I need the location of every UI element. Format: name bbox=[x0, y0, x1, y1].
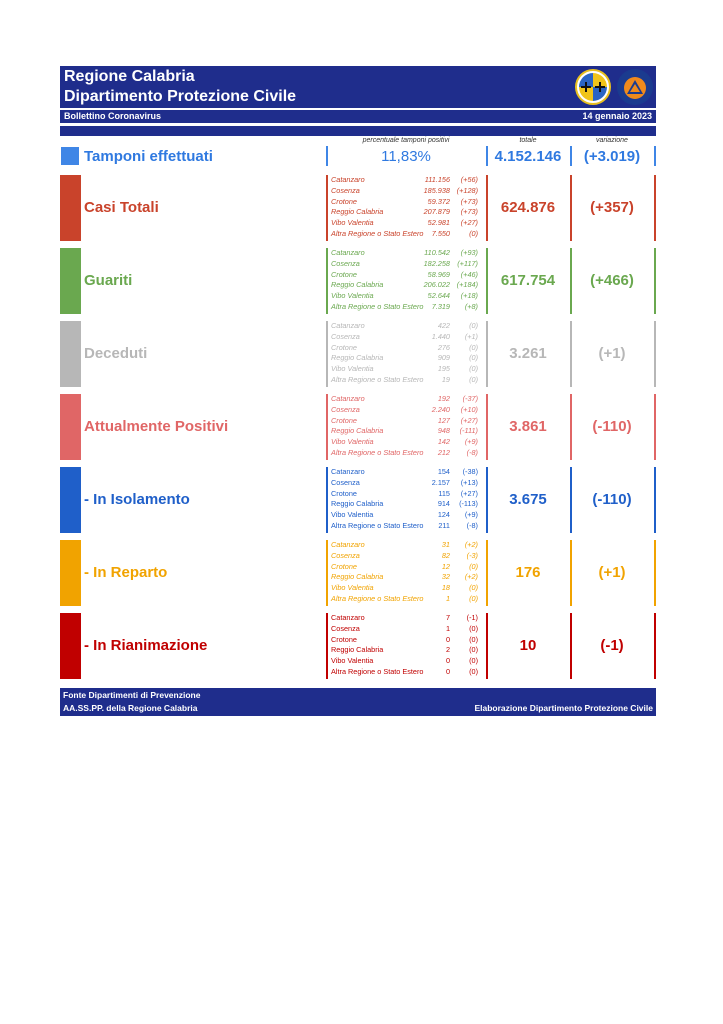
province-delta: (0) bbox=[469, 228, 478, 238]
province-delta: (+56) bbox=[460, 175, 478, 184]
province-name: Vibo Valentia bbox=[331, 218, 374, 228]
province-value: 1 bbox=[445, 593, 450, 603]
section-variation: (-110) bbox=[592, 491, 632, 508]
province-delta: (0) bbox=[469, 364, 478, 374]
province-breakdown bbox=[328, 540, 480, 605]
column-divider bbox=[654, 540, 656, 606]
province-row bbox=[328, 343, 480, 354]
province-row bbox=[328, 562, 480, 573]
province-name: Cosenza bbox=[331, 623, 360, 633]
province-name: Catanzaro bbox=[331, 321, 365, 330]
province-row bbox=[328, 489, 480, 500]
province-value: 7.319 bbox=[431, 301, 450, 311]
province-value: 276 bbox=[437, 342, 450, 352]
province-name: Altra Regione o Stato Estero bbox=[331, 666, 424, 676]
province-value: 948 bbox=[437, 426, 450, 436]
province-value: 154 bbox=[437, 467, 450, 476]
province-name: Vibo Valentia bbox=[331, 510, 374, 520]
province-name: Reggio Calabria bbox=[331, 280, 384, 290]
section-label: - In Rianimazione bbox=[84, 637, 208, 654]
province-value: 18 bbox=[441, 583, 450, 593]
variation-column-header: variazione bbox=[596, 137, 628, 144]
province-row bbox=[328, 572, 480, 583]
province-row bbox=[328, 551, 480, 562]
province-name: Cosenza bbox=[331, 477, 360, 487]
province-delta: (+184) bbox=[456, 280, 478, 290]
province-value: 2 bbox=[445, 645, 450, 655]
section-row bbox=[60, 175, 656, 241]
column-divider bbox=[654, 613, 656, 679]
province-value: 32 bbox=[441, 572, 450, 582]
province-delta: (0) bbox=[469, 634, 478, 644]
province-row bbox=[328, 353, 480, 364]
section-variation: (+1) bbox=[598, 345, 626, 362]
province-name: Cosenza bbox=[331, 258, 360, 268]
province-name: Reggio Calabria bbox=[331, 645, 384, 655]
province-row bbox=[328, 207, 480, 218]
province-delta: (0) bbox=[469, 645, 478, 655]
province-row bbox=[328, 280, 480, 291]
province-value: 142 bbox=[437, 437, 450, 447]
province-delta: (+10) bbox=[460, 404, 478, 414]
province-delta: (+73) bbox=[460, 196, 478, 206]
province-row bbox=[328, 416, 480, 427]
section-variation: (+1) bbox=[598, 564, 626, 581]
province-row bbox=[328, 197, 480, 208]
province-delta: (+13) bbox=[460, 477, 478, 487]
province-value: 58.969 bbox=[427, 269, 450, 279]
province-value: 422 bbox=[437, 321, 450, 330]
section-color-box bbox=[60, 321, 81, 387]
province-value: 2.157 bbox=[431, 477, 450, 487]
province-breakdown bbox=[328, 467, 480, 532]
province-name: Catanzaro bbox=[331, 248, 365, 257]
province-row bbox=[328, 175, 480, 186]
province-value: 115 bbox=[438, 488, 450, 498]
province-row bbox=[328, 218, 480, 229]
province-value: 914 bbox=[437, 499, 450, 509]
province-breakdown bbox=[328, 321, 480, 386]
section-total: 617.754 bbox=[500, 272, 556, 289]
section-row bbox=[60, 248, 656, 314]
bulletin-label: Bollettino Coronavirus bbox=[64, 111, 162, 121]
province-delta: (0) bbox=[469, 321, 478, 330]
province-row bbox=[328, 448, 480, 459]
province-name: Catanzaro bbox=[331, 540, 365, 549]
province-value: 12 bbox=[441, 561, 450, 571]
section-row bbox=[60, 467, 656, 533]
footer-source-line2: AA.SS.PP. della Regione Calabria bbox=[63, 703, 198, 713]
province-delta: (+9) bbox=[464, 510, 478, 520]
section-variation: (+357) bbox=[590, 199, 634, 216]
province-value: 7 bbox=[445, 613, 450, 622]
province-row bbox=[328, 394, 480, 405]
province-delta: (+2) bbox=[464, 540, 478, 549]
province-value: 52.644 bbox=[427, 291, 450, 301]
province-row bbox=[328, 467, 480, 478]
province-row bbox=[328, 583, 480, 594]
province-delta: (+73) bbox=[460, 207, 478, 217]
province-name: Vibo Valentia bbox=[331, 437, 374, 447]
province-name: Reggio Calabria bbox=[331, 207, 384, 217]
province-delta: (+93) bbox=[460, 248, 478, 257]
province-row bbox=[328, 635, 480, 646]
section-row bbox=[60, 613, 656, 679]
province-delta: (+27) bbox=[460, 218, 478, 228]
province-row bbox=[328, 375, 480, 386]
tamponi-positive-percent: 11,83% bbox=[381, 148, 431, 165]
province-value: 211 bbox=[438, 520, 450, 530]
province-value: 909 bbox=[437, 353, 450, 363]
province-row bbox=[328, 364, 480, 375]
province-name: Cosenza bbox=[331, 185, 360, 195]
province-delta: (-8) bbox=[466, 447, 478, 457]
province-row bbox=[328, 248, 480, 259]
province-delta: (+27) bbox=[460, 415, 478, 425]
province-delta: (-113) bbox=[459, 499, 478, 509]
province-delta: (+46) bbox=[460, 269, 478, 279]
province-row bbox=[328, 594, 480, 605]
province-value: 2.240 bbox=[431, 404, 450, 414]
province-value: 110.542 bbox=[424, 248, 450, 257]
section-label: Deceduti bbox=[84, 345, 148, 362]
province-delta: (0) bbox=[469, 656, 478, 666]
column-divider bbox=[654, 248, 656, 314]
province-delta: (+1) bbox=[464, 331, 478, 341]
column-headers bbox=[60, 137, 656, 146]
section-row bbox=[60, 321, 656, 387]
section-total: 3.261 bbox=[509, 345, 547, 362]
section-total: 10 bbox=[519, 637, 537, 654]
province-delta: (0) bbox=[469, 353, 478, 363]
tamponi-row bbox=[60, 146, 656, 168]
province-row bbox=[328, 510, 480, 521]
province-name: Catanzaro bbox=[331, 467, 365, 476]
header-divider-bar bbox=[60, 126, 656, 136]
province-row bbox=[328, 186, 480, 197]
province-row bbox=[328, 229, 480, 240]
province-delta: (+117) bbox=[457, 258, 478, 268]
province-delta: (0) bbox=[469, 561, 478, 571]
province-delta: (-8) bbox=[466, 520, 478, 530]
province-row bbox=[328, 405, 480, 416]
province-row bbox=[328, 437, 480, 448]
province-delta: (+27) bbox=[460, 488, 478, 498]
protezione-civile-logo-icon bbox=[617, 69, 653, 105]
calabria-crest-icon bbox=[575, 69, 611, 105]
section-label: Casi Totali bbox=[84, 199, 159, 216]
province-row bbox=[328, 259, 480, 270]
province-delta: (-3) bbox=[466, 550, 478, 560]
province-value: 111.156 bbox=[424, 175, 450, 184]
province-row bbox=[328, 332, 480, 343]
section-color-box bbox=[60, 467, 81, 533]
province-name: Cosenza bbox=[331, 331, 360, 341]
province-name: Altra Regione o Stato Estero bbox=[331, 447, 424, 457]
province-value: 19 bbox=[441, 374, 450, 384]
section-variation: (-1) bbox=[600, 637, 624, 654]
province-delta: (0) bbox=[469, 342, 478, 352]
province-value: 0 bbox=[445, 634, 450, 644]
province-name: Crotone bbox=[331, 561, 357, 571]
province-name: Altra Regione o Stato Estero bbox=[331, 228, 424, 238]
section-total: 3.861 bbox=[509, 418, 547, 435]
province-value: 52.981 bbox=[427, 218, 450, 228]
province-breakdown bbox=[328, 175, 480, 240]
tamponi-label: Tamponi effettuati bbox=[84, 148, 213, 165]
tamponi-variation: (+3.019) bbox=[583, 148, 641, 165]
province-delta: (+8) bbox=[464, 301, 478, 311]
province-value: 206.022 bbox=[423, 280, 450, 290]
province-row bbox=[328, 302, 480, 313]
province-breakdown bbox=[328, 394, 480, 459]
province-value: 82 bbox=[441, 550, 450, 560]
column-divider bbox=[654, 175, 656, 241]
section-color-box bbox=[60, 613, 81, 679]
province-delta: (0) bbox=[469, 666, 478, 676]
province-name: Cosenza bbox=[331, 550, 360, 560]
bulletin-sheet bbox=[60, 66, 656, 716]
province-name: Altra Regione o Stato Estero bbox=[331, 593, 424, 603]
footer-source-line1: Fonte Dipartimenti di Prevenzione bbox=[63, 690, 201, 700]
section-row bbox=[60, 540, 656, 606]
section-variation: (+466) bbox=[590, 272, 634, 289]
section-color-box bbox=[60, 175, 81, 241]
province-value: 127 bbox=[437, 415, 450, 425]
tamponi-color-square bbox=[61, 147, 79, 165]
total-column-header: totale bbox=[519, 137, 537, 144]
province-name: Catanzaro bbox=[331, 394, 365, 403]
province-name: Altra Regione o Stato Estero bbox=[331, 374, 424, 384]
percent-column-header: percentuale tamponi positivi bbox=[362, 137, 450, 144]
province-name: Crotone bbox=[331, 269, 357, 279]
column-divider bbox=[654, 321, 656, 387]
province-delta: (-38) bbox=[462, 467, 478, 476]
province-name: Reggio Calabria bbox=[331, 353, 384, 363]
province-row bbox=[328, 291, 480, 302]
province-name: Reggio Calabria bbox=[331, 426, 384, 436]
column-divider bbox=[654, 467, 656, 533]
province-breakdown bbox=[328, 613, 480, 678]
province-name: Reggio Calabria bbox=[331, 499, 384, 509]
province-delta: (-1) bbox=[466, 613, 478, 622]
province-delta: (+9) bbox=[464, 437, 478, 447]
province-value: 124 bbox=[437, 510, 450, 520]
province-row bbox=[328, 426, 480, 437]
province-value: 212 bbox=[437, 447, 450, 457]
province-row bbox=[328, 645, 480, 656]
province-value: 7.550 bbox=[431, 228, 450, 238]
province-name: Vibo Valentia bbox=[331, 364, 374, 374]
footer-credit: Elaborazione Dipartimento Protezione Civile bbox=[474, 703, 653, 713]
department-title: Dipartimento Protezione Civile bbox=[64, 88, 297, 105]
province-delta: (+128) bbox=[456, 185, 478, 195]
province-breakdown bbox=[328, 248, 480, 313]
province-value: 192 bbox=[437, 394, 450, 403]
province-value: 185.938 bbox=[423, 185, 450, 195]
province-row bbox=[328, 667, 480, 678]
section-label: - In Reparto bbox=[84, 564, 168, 581]
province-row bbox=[328, 321, 480, 332]
province-name: Crotone bbox=[331, 196, 357, 206]
province-delta: (0) bbox=[469, 623, 478, 633]
province-row bbox=[328, 499, 480, 510]
column-divider bbox=[654, 394, 656, 460]
province-name: Crotone bbox=[331, 488, 357, 498]
province-delta: (0) bbox=[469, 374, 478, 384]
section-variation: (-110) bbox=[592, 418, 632, 435]
province-name: Altra Regione o Stato Estero bbox=[331, 520, 424, 530]
province-value: 59.372 bbox=[427, 196, 450, 206]
province-row bbox=[328, 521, 480, 532]
province-delta: (-37) bbox=[462, 394, 478, 403]
province-name: Altra Regione o Stato Estero bbox=[331, 301, 424, 311]
province-name: Crotone bbox=[331, 634, 357, 644]
province-row bbox=[328, 624, 480, 635]
section-color-box bbox=[60, 248, 81, 314]
tamponi-total: 4.152.146 bbox=[494, 148, 562, 165]
section-row bbox=[60, 394, 656, 460]
province-delta: (-111) bbox=[459, 426, 478, 436]
section-color-box bbox=[60, 394, 81, 460]
province-value: 182.258 bbox=[423, 258, 450, 268]
sections-container bbox=[60, 175, 656, 679]
province-delta: (+2) bbox=[464, 572, 478, 582]
province-delta: (0) bbox=[469, 583, 478, 593]
province-name: Crotone bbox=[331, 342, 357, 352]
province-row bbox=[328, 270, 480, 281]
province-delta: (0) bbox=[469, 593, 478, 603]
province-value: 0 bbox=[445, 656, 450, 666]
section-total: 624.876 bbox=[500, 199, 556, 216]
province-delta: (+18) bbox=[460, 291, 478, 301]
section-total: 3.675 bbox=[509, 491, 547, 508]
bulletin-date: 14 gennaio 2023 bbox=[582, 111, 652, 121]
province-value: 31 bbox=[441, 540, 450, 549]
province-name: Vibo Valentia bbox=[331, 583, 374, 593]
section-total: 176 bbox=[515, 564, 541, 581]
province-name: Reggio Calabria bbox=[331, 572, 384, 582]
section-label: Attualmente Positivi bbox=[84, 418, 229, 435]
province-name: Vibo Valentia bbox=[331, 656, 374, 666]
section-label: - In Isolamento bbox=[84, 491, 190, 508]
province-name: Catanzaro bbox=[331, 175, 365, 184]
province-name: Vibo Valentia bbox=[331, 291, 374, 301]
region-title: Regione Calabria bbox=[64, 68, 195, 85]
province-row bbox=[328, 656, 480, 667]
province-value: 1.440 bbox=[431, 331, 450, 341]
province-value: 1 bbox=[445, 623, 450, 633]
province-name: Catanzaro bbox=[331, 613, 365, 622]
province-value: 207.879 bbox=[423, 207, 450, 217]
province-row bbox=[328, 540, 480, 551]
bulletin-bar bbox=[60, 110, 656, 123]
province-name: Crotone bbox=[331, 415, 357, 425]
footer-banner bbox=[60, 688, 656, 716]
province-value: 0 bbox=[445, 666, 450, 676]
province-value: 195 bbox=[437, 364, 450, 374]
header-banner bbox=[60, 66, 656, 108]
province-row bbox=[328, 613, 480, 624]
section-label: Guariti bbox=[84, 272, 133, 289]
province-name: Cosenza bbox=[331, 404, 360, 414]
province-row bbox=[328, 478, 480, 489]
section-color-box bbox=[60, 540, 81, 606]
